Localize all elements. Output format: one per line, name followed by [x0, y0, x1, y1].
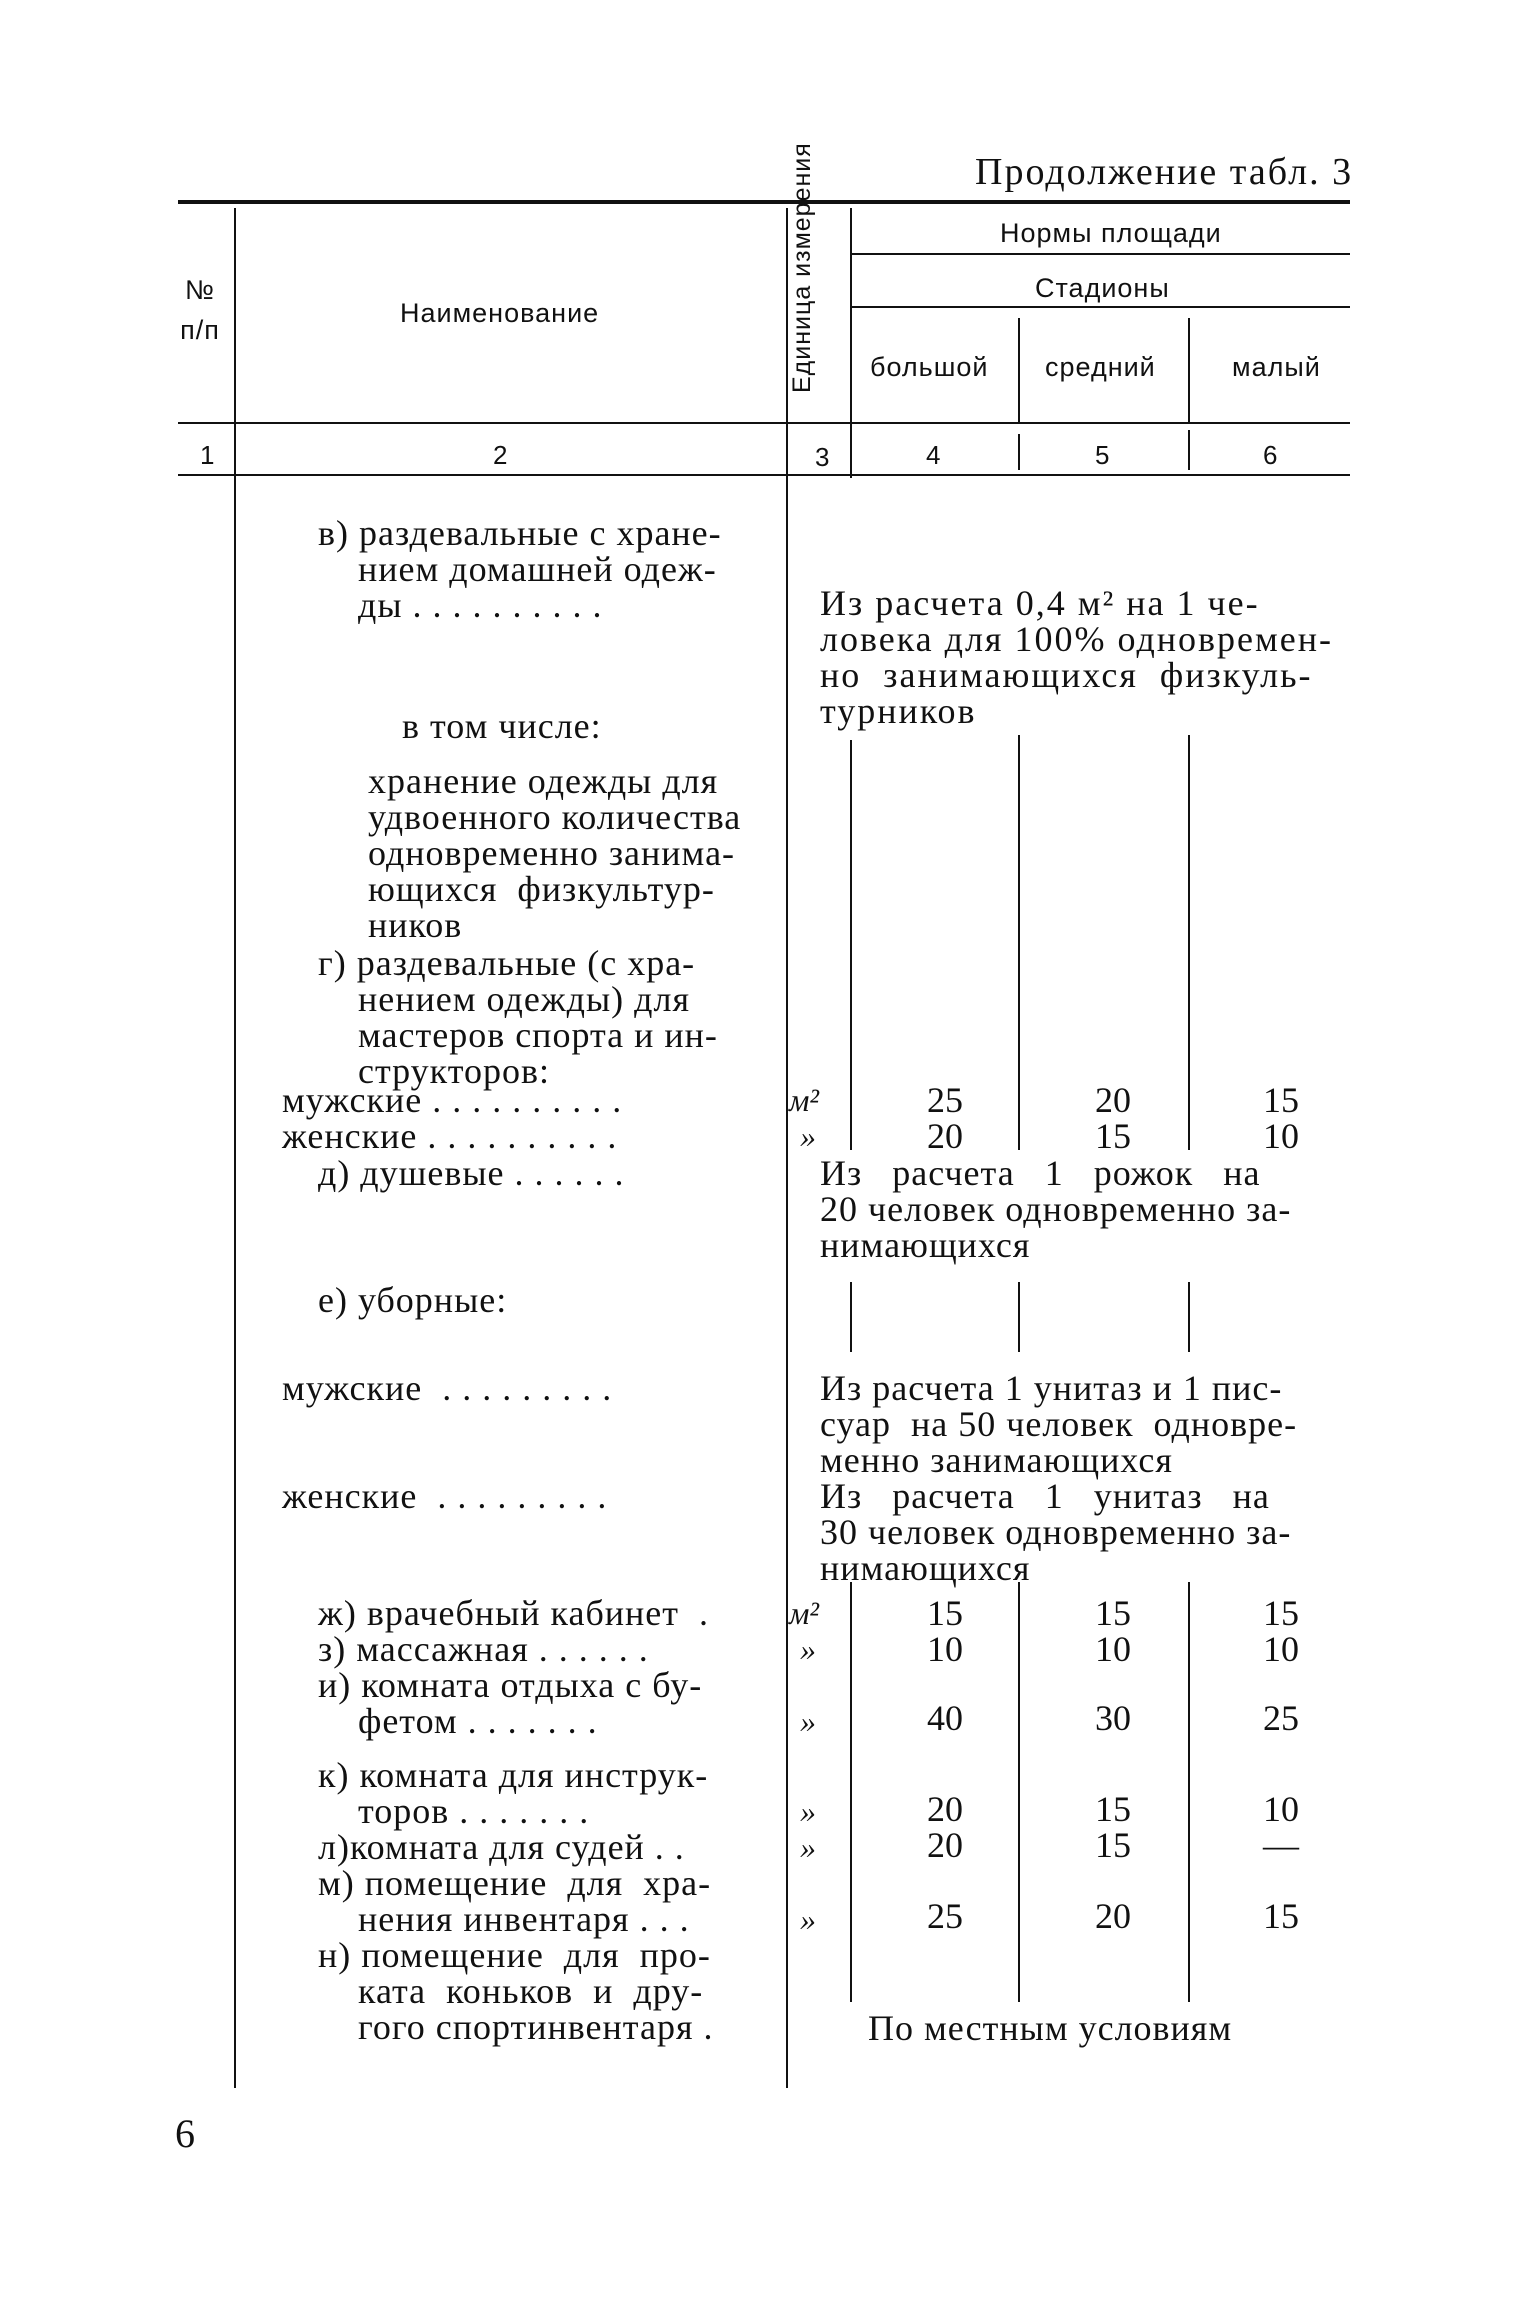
row-g-male-small: 15 [1263, 1080, 1299, 1120]
row-z-label: з) массажная . . . . . . [318, 1629, 649, 1669]
row-v-storage: хранение одежды для удвоенного количества одновременно занима- ющихся физкультур- ников [368, 761, 742, 945]
idx-4: 4 [926, 440, 941, 470]
row-i-big: 40 [927, 1698, 963, 1738]
page-number: 6 [175, 2111, 195, 2156]
row-e-female-note: Из расчета 1 унитаз на 30 человек одновременно за- нимающихся [820, 1476, 1292, 1588]
row-z-unit: » [800, 1631, 816, 1667]
idx-1: 1 [200, 440, 215, 470]
row-k-label: к) комната для инструк- торов . . . . . . . [318, 1755, 709, 1831]
header-num: № п/п [180, 275, 220, 345]
row-e-female: женские . . . . . . . . . [282, 1476, 608, 1516]
col-divider-4 [1018, 318, 1020, 422]
col-divider-5 [1188, 318, 1190, 422]
table-top-rule [178, 200, 1350, 204]
row-i-medium: 30 [1095, 1698, 1131, 1738]
idx-2: 2 [493, 440, 508, 470]
header-stadiums: Стадионы [1035, 273, 1170, 303]
row-l-medium: 15 [1095, 1825, 1131, 1865]
row-e-label: е) уборные: [318, 1280, 508, 1320]
stadiums-rule [852, 306, 1350, 308]
row-g-male-big: 25 [927, 1080, 963, 1120]
row-k-small: 10 [1263, 1789, 1299, 1829]
row-i-unit: » [800, 1703, 816, 1739]
row-m-small: 15 [1263, 1896, 1299, 1936]
col-divider-5b [1188, 430, 1190, 470]
row-g-female-unit: » [800, 1118, 816, 1154]
row-m-unit: » [800, 1901, 816, 1937]
row-z-big: 10 [927, 1629, 963, 1669]
body-name-rule [786, 478, 788, 2088]
row-d-label: д) душевые . . . . . . [318, 1153, 625, 1193]
body-col5-rule-2 [1188, 1282, 1190, 1352]
body-unit-rule-1 [850, 740, 852, 1150]
body-unit-rule-3 [850, 1582, 852, 2002]
row-g-male-medium: 20 [1095, 1080, 1131, 1120]
row-g-male: мужские . . . . . . . . . . [282, 1080, 623, 1120]
row-m-medium: 20 [1095, 1896, 1131, 1936]
row-zh-big: 15 [927, 1593, 963, 1633]
row-k-unit: » [800, 1793, 816, 1829]
row-g-label: г) раздевальные (с хра- нением одежды) для мастеров спорта и ин- структоров: [318, 943, 718, 1091]
row-e-male: мужские . . . . . . . . . [282, 1368, 613, 1408]
row-zh-label: ж) врачебный кабинет . [318, 1593, 709, 1633]
header-name: Наименование [400, 298, 600, 328]
header-unit: Единица измерения [788, 142, 816, 393]
header-small: малый [1232, 352, 1321, 382]
header-medium: средний [1045, 352, 1156, 382]
row-z-medium: 10 [1095, 1629, 1131, 1669]
index-bottom-rule [178, 474, 1350, 476]
row-m-big: 25 [927, 1896, 963, 1936]
body-col5-rule-1 [1188, 735, 1190, 1150]
body-col4-rule-3 [1018, 1582, 1020, 2002]
row-g-female-small: 10 [1263, 1116, 1299, 1156]
row-g-male-unit: м² [789, 1082, 820, 1118]
row-l-small: — [1263, 1825, 1299, 1865]
body-col4-rule-1 [1018, 735, 1020, 1150]
header-bottom-rule [178, 422, 1350, 424]
row-z-small: 10 [1263, 1629, 1299, 1669]
header-norms: Нормы площади [1000, 218, 1222, 248]
row-n-note: По местным условиям [868, 2008, 1233, 2048]
col-divider-1 [234, 208, 236, 478]
row-g-female-medium: 15 [1095, 1116, 1131, 1156]
continuation-label: Продолжение табл. 3 [975, 151, 1354, 193]
row-k-big: 20 [927, 1789, 963, 1829]
idx-5: 5 [1095, 440, 1110, 470]
col-divider-4b [1018, 434, 1020, 470]
row-k-medium: 15 [1095, 1789, 1131, 1829]
body-unit-rule-2 [850, 1282, 852, 1352]
row-i-label: и) комната отдыха с бу- фетом . . . . . . . [318, 1665, 703, 1741]
idx-3: 3 [815, 442, 830, 472]
row-e-male-note: Из расчета 1 унитаз и 1 пис- суар на 50 человек одновре- менно занимающихся [820, 1368, 1298, 1480]
row-n-label: н) помещение для про- ката коньков и дру- гого спортинвентаря . [318, 1935, 714, 2047]
row-zh-small: 15 [1263, 1593, 1299, 1633]
header-big: большой [870, 352, 989, 382]
row-v-incl: в том числе: [402, 706, 602, 746]
row-g-female: женские . . . . . . . . . . [282, 1116, 618, 1156]
row-g-female-big: 20 [927, 1116, 963, 1156]
body-col5-rule-3 [1188, 1582, 1190, 2002]
row-m-label: м) помещение для хра- нения инвентаря . . . [318, 1863, 712, 1939]
body-left-rule [234, 478, 236, 2088]
row-d-note: Из расчета 1 рожок на 20 человек одновременно за- нимающихся [820, 1153, 1292, 1265]
idx-6: 6 [1263, 440, 1278, 470]
norms-rule [852, 253, 1350, 255]
col-divider-3 [850, 208, 852, 478]
row-l-label: л)комната для судей . . [318, 1827, 685, 1867]
row-l-unit: » [800, 1829, 816, 1865]
row-v-label: в) раздевальные с хране- нием домашней одеж- ды . . . . . . . . . . [318, 513, 722, 625]
row-zh-medium: 15 [1095, 1593, 1131, 1633]
row-zh-unit: м² [789, 1595, 820, 1631]
row-i-small: 25 [1263, 1698, 1299, 1738]
body-col4-rule-2 [1018, 1282, 1020, 1352]
row-l-big: 20 [927, 1825, 963, 1865]
row-v-note: Из расчета 0,4 м² на 1 че- ловека для 100% одновремен- но занимающихся физкуль- турников [820, 583, 1334, 731]
